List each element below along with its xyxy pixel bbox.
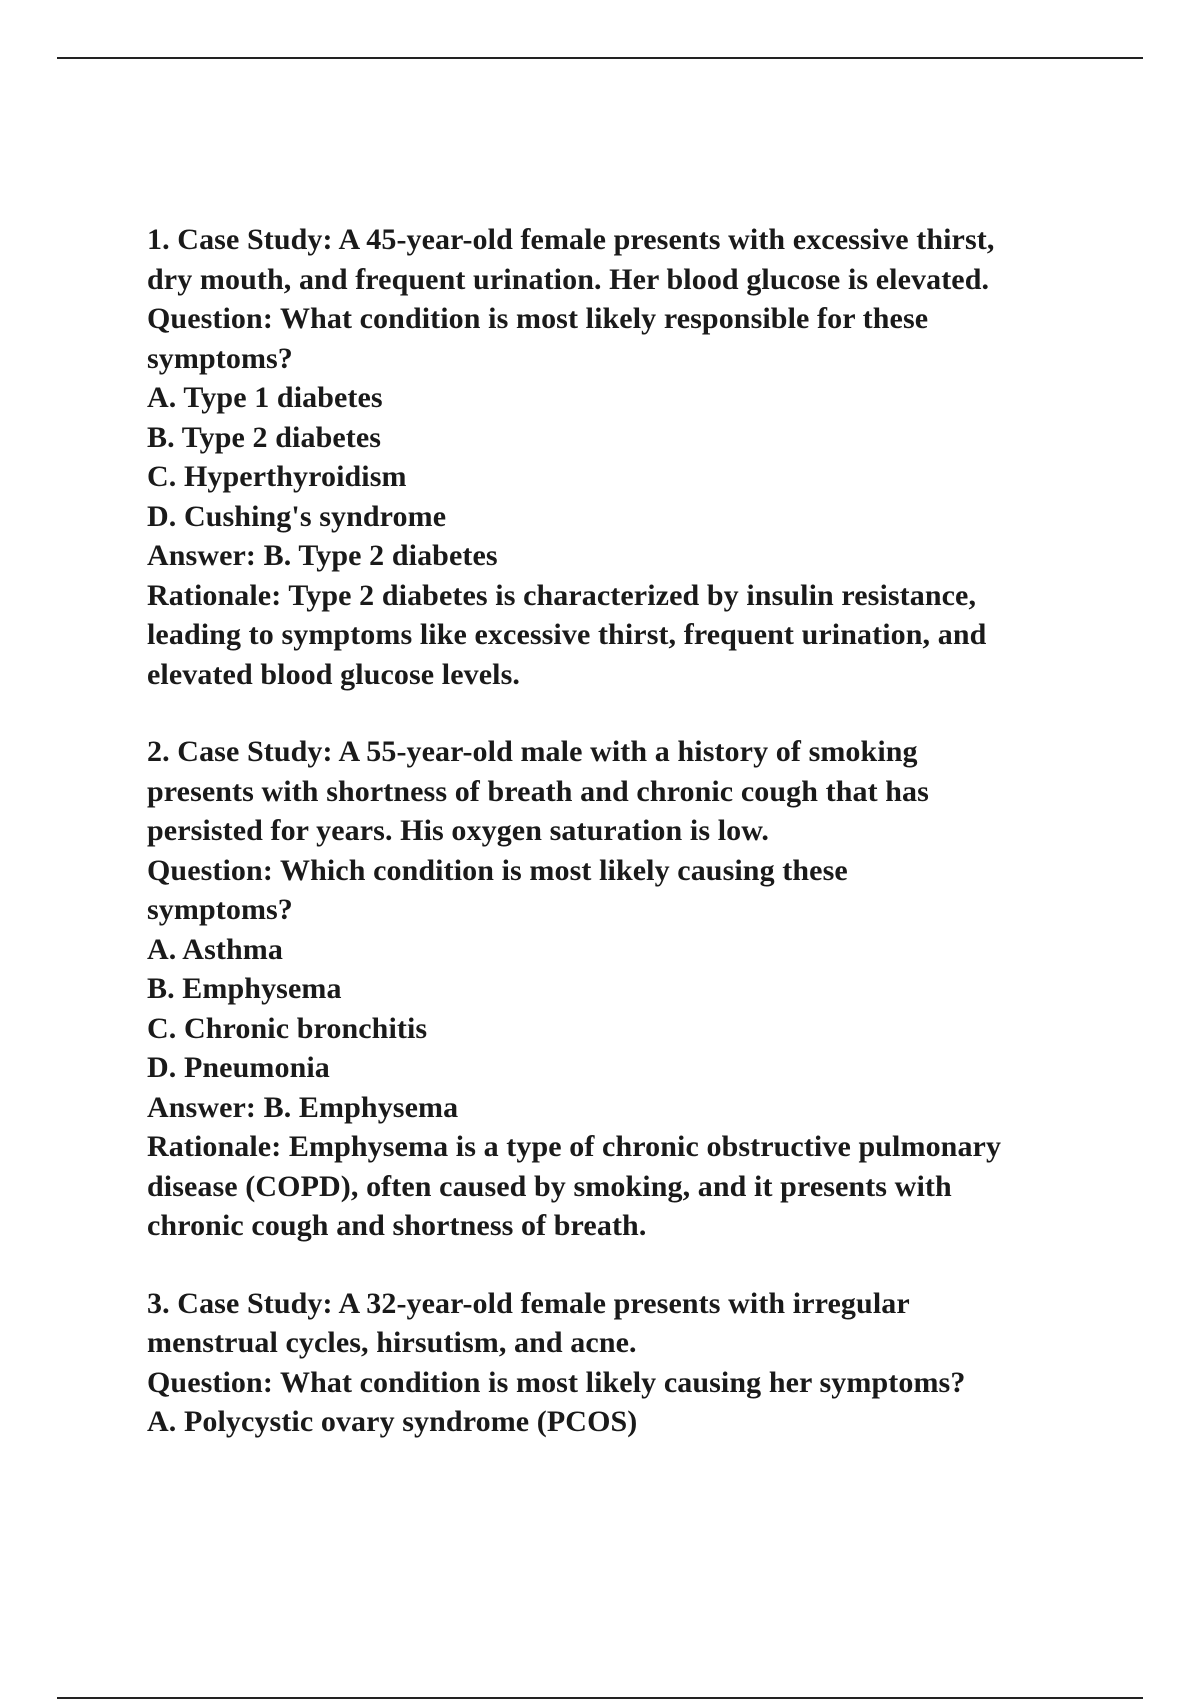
case-line: persisted for years. His oxygen saturation is low. xyxy=(147,814,769,847)
rationale-line: leading to symptoms like excessive thirst, frequent urination, and xyxy=(147,618,987,651)
top-divider xyxy=(57,57,1143,59)
question-2 xyxy=(147,732,1107,1246)
case-line: dry mouth, and frequent urination. Her blood glucose is elevated. xyxy=(147,262,990,296)
question-line: Question: Which condition is most likely causing these xyxy=(147,853,848,887)
question-line: symptoms? xyxy=(147,893,293,926)
case-line: menstrual cycles, hirsutism, and acne. xyxy=(147,1326,637,1359)
option-c: C. Hyperthyroidism xyxy=(147,460,407,493)
rationale-line: disease (COPD), often caused by smoking, and it presents with xyxy=(147,1169,952,1203)
option-d: D. Cushing's syndrome xyxy=(147,499,447,533)
option-c: C. Chronic bronchitis xyxy=(147,1011,428,1045)
option-a: A. Type 1 diabetes xyxy=(147,381,383,414)
case-line: presents with shortness of breath and chronic cough that has xyxy=(147,774,929,808)
question-3 xyxy=(147,1284,1107,1442)
option-a: A. Polycystic ovary syndrome (PCOS) xyxy=(147,1405,638,1438)
rationale-line: Rationale: Emphysema is a type of chronic obstructive pulmonary xyxy=(147,1130,1002,1163)
case-line: 3. Case Study: A 32-year-old female presents with irregular xyxy=(147,1286,910,1320)
option-b: B. Type 2 diabetes xyxy=(147,420,382,454)
bottom-divider xyxy=(57,1697,1143,1699)
rationale-line: chronic cough and shortness of breath. xyxy=(147,1209,647,1242)
document-body xyxy=(147,220,1107,1480)
option-d: D. Pneumonia xyxy=(147,1051,330,1084)
case-line: 2. Case Study: A 55-year-old male with a history of smoking xyxy=(147,735,918,768)
question-line: Question: What condition is most likely responsible for these xyxy=(147,302,929,335)
question-line: symptoms? xyxy=(147,341,293,375)
answer-line: Answer: B. Type 2 diabetes xyxy=(147,539,498,572)
rationale-line: elevated blood glucose levels. xyxy=(147,657,520,691)
question-line: Question: What condition is most likely causing her symptoms? xyxy=(147,1365,966,1399)
question-1 xyxy=(147,220,1107,694)
option-b: B. Emphysema xyxy=(147,972,342,1005)
case-line: 1. Case Study: A 45-year-old female presents with excessive thirst, xyxy=(147,223,995,256)
rationale-line: Rationale: Type 2 diabetes is characterized by insulin resistance, xyxy=(147,578,977,612)
option-a: A. Asthma xyxy=(147,932,283,966)
answer-line: Answer: B. Emphysema xyxy=(147,1090,459,1124)
